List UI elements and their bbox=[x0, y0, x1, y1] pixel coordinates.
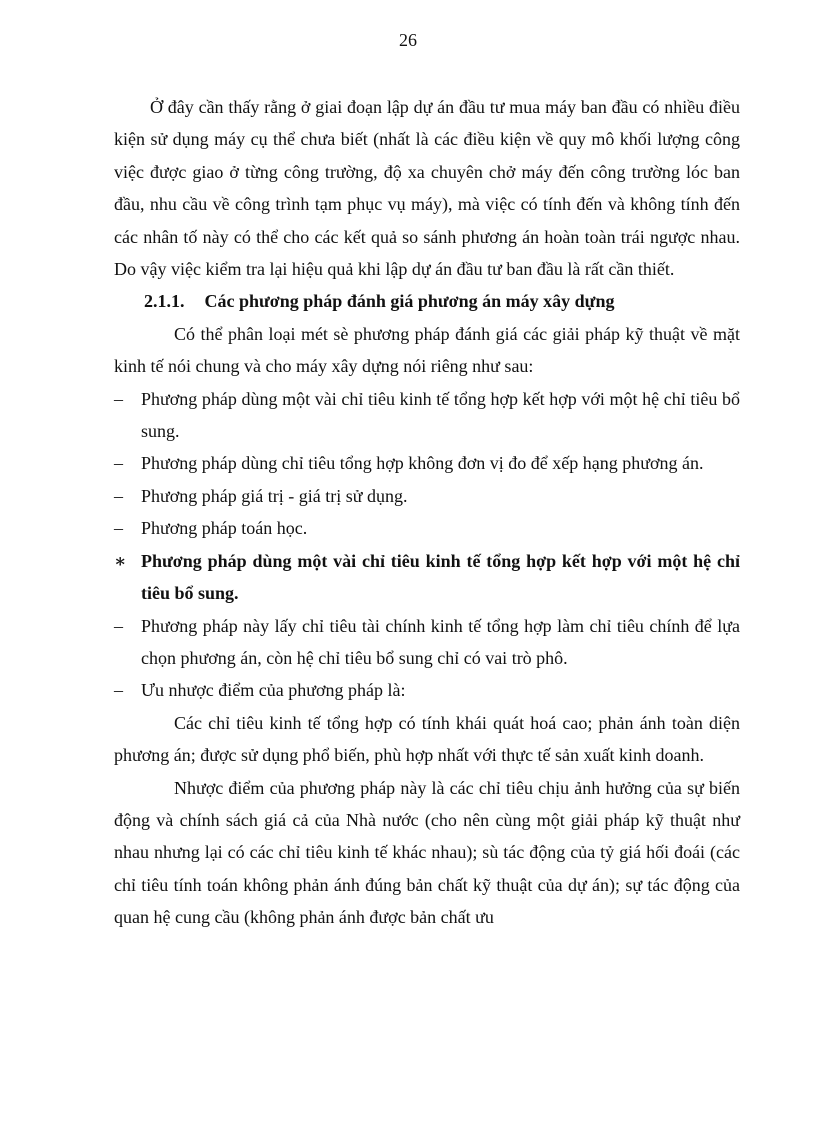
list-item bbox=[114, 610, 740, 675]
dash-bullet: – bbox=[114, 388, 123, 409]
dash-bullet: – bbox=[114, 680, 123, 701]
list-item-text: Phương pháp toán học. bbox=[141, 518, 308, 539]
paragraph-disadvantages: Nhược điểm của phương pháp này là các chỉ tiêu chịu ảnh hưởng của sự biến động và chính sách giá cả của Nhà nước (cho nên cùng một giải pháp kỹ thuật như nhau nhưng lại có các chỉ tiêu kinh tế khác nhau); sù tác động của tỷ giá hối đoái (các chỉ tiêu tính toán không phản ánh đúng bản chất kỹ thuật của dự án); sự tác động của quan hệ cung cầu (không phản ánh được bản chất ưu bbox=[114, 777, 740, 928]
dash-bullet: – bbox=[114, 518, 123, 539]
paragraph-classification: Có thể phân loại mét sè phương pháp đánh giá các giải pháp kỹ thuật về mặt kinh tế nói chung và cho máy xây dựng nói riêng như sau: bbox=[114, 323, 740, 377]
list-item bbox=[114, 674, 740, 706]
list-item bbox=[114, 383, 740, 448]
dash-bullet: – bbox=[114, 615, 123, 636]
dash-bullet: – bbox=[114, 453, 123, 474]
document-body bbox=[114, 91, 740, 934]
paragraph-intro-context: Ở đây cần thấy rằng ở giai đoạn lập dự án đầu tư mua máy ban đầu có nhiều điều kiện sử dụng máy cụ thể chưa biết (nhất là các điều kiện về quy mô khối lượng công việc được giao ở từng công trường, độ xa chuyên chở máy đến công trường lóc ban đầu, nhu cầu về công trình tạm phục vụ máy), mà việc có tính đến và không tính đến các nhân tố này có thể cho các kết quả so sánh phương án hoàn toàn trái ngược nhau. Do vậy việc kiểm tra lại hiệu quả khi lập dự án đầu tư ban đầu là rất cần thiết. bbox=[114, 97, 740, 280]
list-item-text: Phương pháp dùng chỉ tiêu tổng hợp không đơn vị đo để xếp hạng phương án. bbox=[141, 453, 704, 474]
subheading-item bbox=[114, 545, 740, 610]
paragraph-advantages: Các chỉ tiêu kinh tế tổng hợp có tính khái quát hoá cao; phản ánh toàn diện phương án; được sử dụng phổ biến, phù hợp nhất với thực tế sản xuất kinh doanh. bbox=[114, 712, 740, 766]
list-item bbox=[114, 447, 740, 479]
asterisk-bullet: ∗ bbox=[114, 550, 127, 571]
section-number: 2.1.1. bbox=[144, 291, 185, 312]
list-item-text: Phương pháp dùng một vài chỉ tiêu kinh tế tổng hợp kết hợp với một hệ chỉ tiêu bổ sung. bbox=[141, 388, 740, 442]
dash-bullet: – bbox=[114, 485, 123, 506]
list-item-text: Phương pháp này lấy chỉ tiêu tài chính kinh tế tổng hợp làm chỉ tiêu chính để lựa chọn phương án, còn hệ chỉ tiêu bổ sung chỉ có vai trò phô. bbox=[141, 615, 740, 668]
list-item-text: Ưu nhược điểm của phương pháp là: bbox=[141, 680, 406, 701]
section-heading bbox=[144, 285, 740, 317]
subheading-text: Phương pháp dùng một vài chỉ tiêu kinh tế tổng hợp kết hợp với một hệ chỉ tiêu bổ sung. bbox=[141, 550, 740, 604]
section-title: Các phương pháp đánh giá phương án máy xây dựng bbox=[204, 291, 615, 312]
list-item bbox=[114, 480, 740, 512]
page-number: 26 bbox=[399, 30, 417, 50]
list-item bbox=[114, 512, 740, 544]
list-item-text: Phương pháp giá trị - giá trị sử dụng. bbox=[141, 485, 408, 506]
